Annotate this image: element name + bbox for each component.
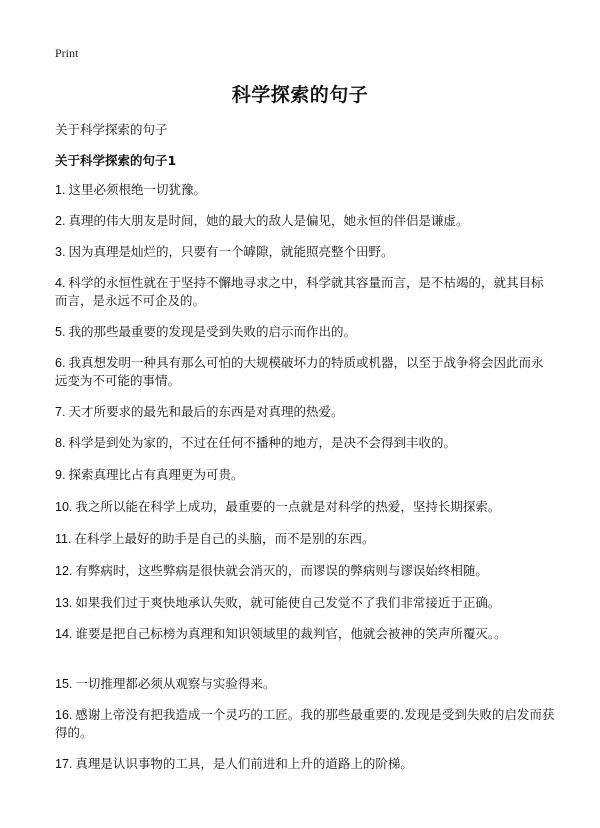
list-item: 13. 如果我们过于爽快地承认失败，就可能使自己发觉不了我们非常接近于正确。 xyxy=(55,595,501,610)
list-item: 12. 有弊病时，这些弊病是很快就会消灭的，而谬误的弊病则与谬误始终相随。 xyxy=(55,563,488,578)
page-subtitle: 关于科学探索的句子 xyxy=(55,122,168,137)
print-link[interactable]: Print xyxy=(55,46,79,60)
list-item: 4. 科学的永恒性就在于坚持不懈地寻求之中，科学就其容量而言，是不枯竭的，就其目标而言，是永远不可企及的。 xyxy=(55,275,544,308)
list-item: 7. 天才所要求的最先和最后的东西是对真理的热爱。 xyxy=(55,404,344,419)
list-item: 8. 科学是到处为家的，不过在任何不播种的地方，是决不会得到丰收的。 xyxy=(55,435,456,450)
list-item: 1. 这里必须根绝一切犹豫。 xyxy=(55,182,206,197)
list-item: 17. 真理是认识事物的工具，是人们前进和上升的道路上的阶梯。 xyxy=(55,756,413,771)
list-item: 6. 我真想发明一种具有那么可怕的大规模破坏力的特质或机器，以至于战争将会因此而永远变为不可能的事情。 xyxy=(55,355,544,388)
list-item: 2. 真理的伟大朋友是时间，她的最大的敌人是偏见，她永恒的伴侣是谦虚。 xyxy=(55,213,469,228)
list-item: 5. 我的那些最重要的发现是受到失败的启示而作出的。 xyxy=(55,324,356,339)
list-item: 10. 我之所以能在科学上成功，最重要的一点就是对科学的热爱，坚持长期探索。 xyxy=(55,499,501,514)
list-item: 15. 一切推理都必须从观察与实验得来。 xyxy=(55,676,276,691)
page-title: 科学探索的句子 xyxy=(231,84,369,106)
section-heading: 关于科学探索的句子1 xyxy=(55,153,177,168)
list-item: 14. 谁要是把自己标榜为真理和知识领域里的裁判官，他就会被神的笑声所覆灭。。 xyxy=(55,626,507,641)
list-item: 3. 因为真理是灿烂的，只要有一个罅隙，就能照亮整个田野。 xyxy=(55,244,394,259)
list-item: 16. 感谢上帝没有把我造成一个灵巧的工匠。我的那些最重要的.发现是受到失败的启发而获得的。 xyxy=(55,707,555,740)
list-item: 11. 在科学上最好的助手是自己的头脑，而不是别的东西。 xyxy=(55,531,375,546)
list-item: 9. 探索真理比占有真理更为可贵。 xyxy=(55,467,244,482)
